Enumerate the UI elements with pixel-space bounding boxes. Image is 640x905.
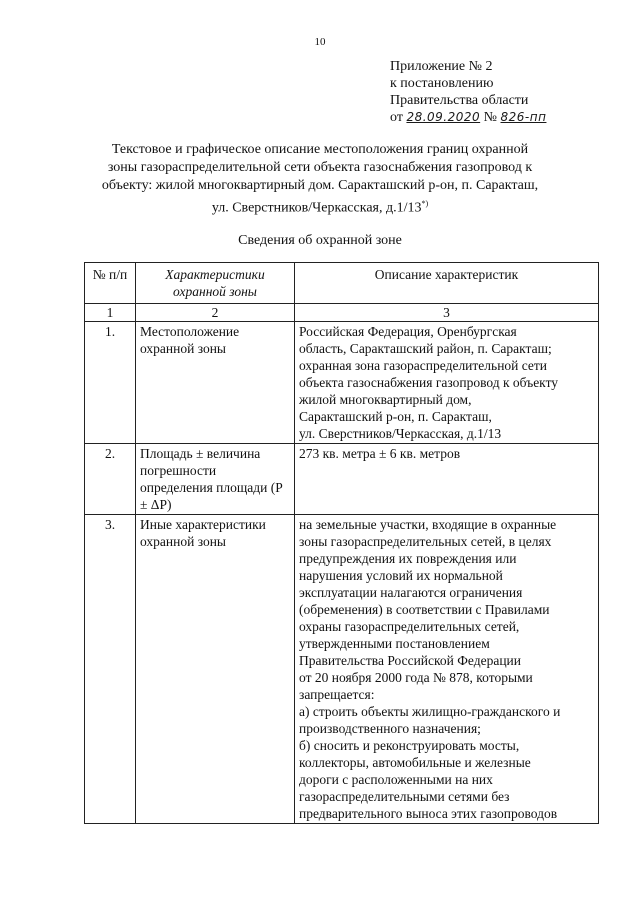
description-line: Правительства Российской Федерации — [299, 653, 521, 668]
row-description — [295, 322, 599, 444]
title-footnote-mark: *) — [421, 199, 429, 208]
row-description — [295, 444, 599, 515]
row-number: 1. — [85, 322, 136, 444]
description-line: 273 кв. метра ± 6 кв. метров — [299, 446, 461, 461]
row-number: 3. — [85, 515, 136, 824]
description-line: предварительного выноса этих газопроводов — [299, 806, 558, 821]
appendix-line-resolution: к постановлению — [390, 76, 494, 91]
protection-zone-table — [84, 262, 599, 824]
description-line: а) строить объекты жилищно-гражданского и — [299, 704, 561, 719]
description-line: газораспределительными сетями без — [299, 789, 510, 804]
header-description: Описание характеристик — [295, 263, 599, 304]
description-line: запрещается: — [299, 687, 375, 702]
appendix-date-line — [390, 109, 546, 126]
section-heading: Сведения об охранной зоне — [238, 233, 402, 248]
description-line: коллекторы, автомобильные и железные — [299, 755, 531, 770]
row-description — [295, 515, 599, 824]
handwritten-number: 826-пп — [500, 110, 547, 124]
document-title — [100, 141, 540, 218]
description-line: охраны газораспределительных сетей, — [299, 619, 520, 634]
description-line: предупреждения их повреждения или — [299, 551, 517, 566]
description-line: от 20 ноября 2000 года № 878, которыми — [299, 670, 533, 685]
header-number: № п/п — [85, 263, 136, 304]
description-line: на земельные участки, входящие в охранные — [299, 517, 557, 532]
document-title-text: Текстовое и графическое описание местоположения границ охранной зоны газораспределительной сети объекта газоснабжения газопровод к объекту: жилой многоквартирный дом. Саракташский р-он, п. Саракташ, ул. Сверстников/Черкасская, д.1/13 — [101, 142, 539, 216]
description-line: б) сносить и реконструировать мосты, — [299, 738, 520, 753]
row-characteristic: Местоположение охранной зоны — [136, 322, 295, 444]
description-line: нарушения условий их нормальной — [299, 568, 503, 583]
description-line: объекта газоснабжения газопровод к объекту — [299, 375, 559, 390]
description-line: Саракташский р-он, п. Саракташ, — [299, 409, 492, 424]
description-line: эксплуатации налагаются ограничения — [299, 585, 523, 600]
description-line: производственного назначения; — [299, 721, 481, 736]
row-characteristic: Иные характеристики охранной зоны — [136, 515, 295, 824]
description-line: (обременения) в соответствии с Правилами — [299, 602, 550, 617]
table-row — [85, 515, 599, 824]
description-line: ул. Сверстников/Черкасская, д.1/13 — [299, 426, 502, 441]
column-number: 3 — [295, 304, 599, 322]
description-line: зоны газораспределительных сетей, в целях — [299, 534, 552, 549]
description-line: утвержденными постановлением — [299, 636, 490, 651]
column-number: 1 — [85, 304, 136, 322]
description-line: дороги с расположенными на них — [299, 772, 493, 787]
header-characteristic: Характеристики охранной зоны — [136, 263, 295, 304]
table-row — [85, 322, 599, 444]
column-number: 2 — [136, 304, 295, 322]
appendix-block — [390, 58, 546, 126]
handwritten-date: 28.09.2020 — [406, 110, 481, 124]
table-header-row — [85, 263, 599, 304]
column-number-row — [85, 304, 599, 322]
row-characteristic: Площадь ± величина погрешности определения площади (P ± ΔP) — [136, 444, 295, 515]
page-number: 10 — [314, 36, 326, 48]
description-line: область, Саракташский район, п. Саракташ; — [299, 341, 552, 356]
row-number: 2. — [85, 444, 136, 515]
appendix-title: Приложение № 2 — [390, 59, 493, 74]
number-label: № — [483, 110, 498, 125]
from-label: от — [390, 110, 403, 125]
appendix-line-government: Правительства области — [390, 93, 529, 108]
description-line: охранная зона газораспределительной сети — [299, 358, 548, 373]
table-row — [85, 444, 599, 515]
description-line: Российская Федерация, Оренбургская — [299, 324, 517, 339]
description-line: жилой многоквартирный дом, — [299, 392, 472, 407]
